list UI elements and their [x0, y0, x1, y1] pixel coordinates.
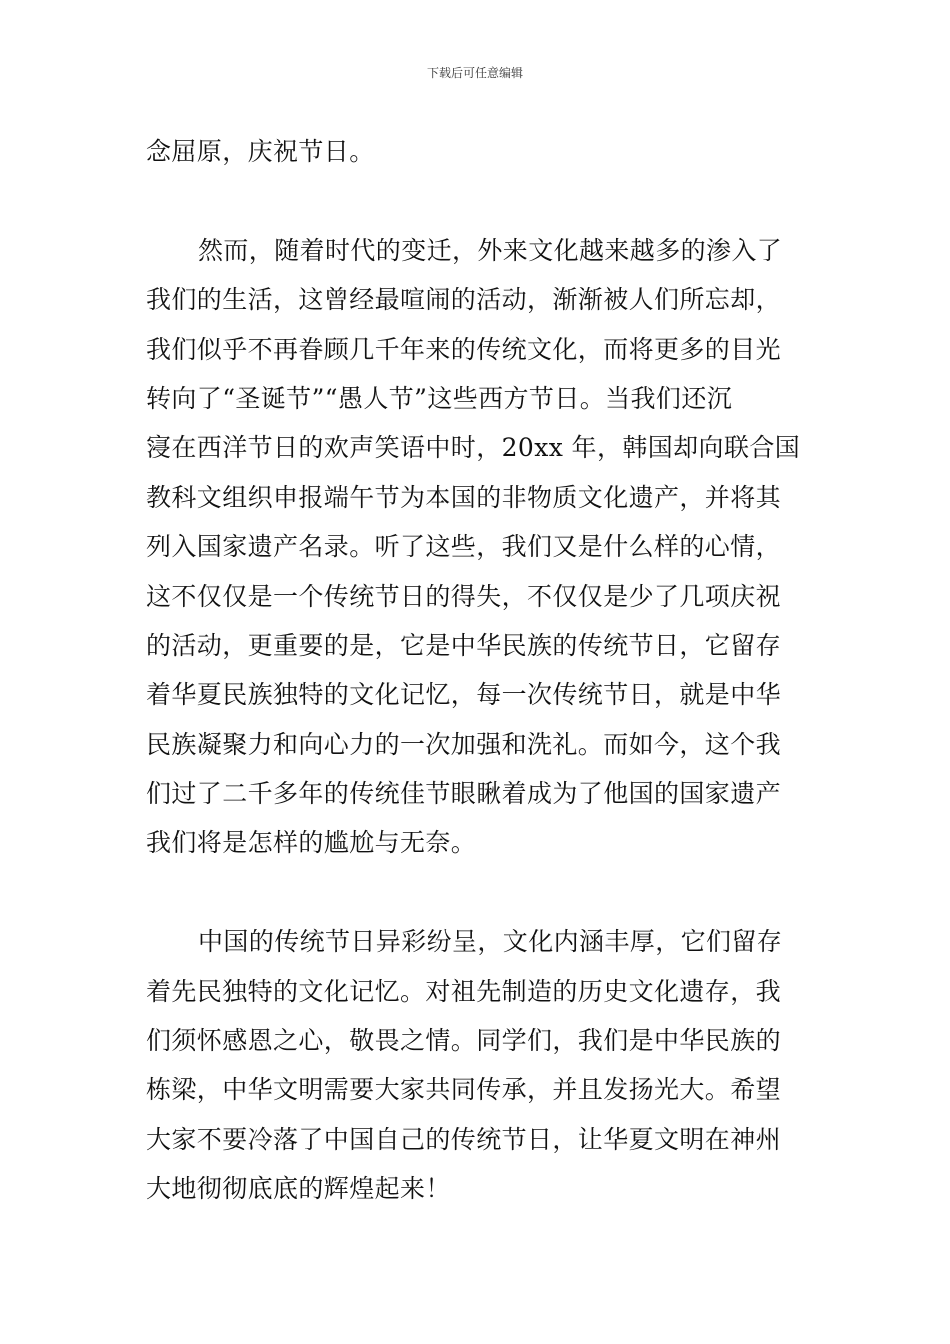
- text-line: 的活动，更重要的是，它是中华民族的传统节日，它留存: [146, 630, 782, 660]
- text-line: 民族凝聚力和向心力的一次加强和洗礼。而如今，这个我: [146, 729, 782, 759]
- text-line: 念屈原，庆祝节日。: [146, 137, 375, 166]
- paragraph-gap: [146, 868, 806, 917]
- text-line: 列入国家遗产名录。听了这些，我们又是什么样的心情，: [146, 532, 782, 562]
- text-line: 大家不要冷落了中国自己的传统节日，让华夏文明在神州: [146, 1124, 782, 1154]
- paragraph-gap: [146, 176, 806, 225]
- text-line: 们过了二千多年的传统佳节眼瞅着成为了他国的国家遗产: [146, 779, 782, 809]
- text-line: 栋梁，中华文明需要大家共同传承，并且发扬光大。希望: [146, 1075, 782, 1105]
- text-line: 我们似乎不再眷顾几千年来的传统文化，而将更多的目光: [146, 334, 782, 364]
- text-line: 转向了“圣诞节”“愚人节”这些西方节日。当我们还沉: [146, 383, 733, 413]
- text-line: 大地彻彻底底的辉煌起来！: [146, 1174, 451, 1204]
- text-line: 教科文组织申报端午节为本国的非物质文化遗产，并将其: [146, 482, 782, 512]
- paragraph: [146, 917, 806, 1213]
- text-line: 们须怀感恩之心，敬畏之情。同学们，我们是中华民族的: [146, 1026, 782, 1056]
- text-line: 然而，随着时代的变迁，外来文化越来越多的渗入了: [198, 235, 783, 265]
- text-line: 我们的生活，这曾经最喧闹的活动，渐渐被人们所忘却，: [146, 285, 782, 315]
- document-body: [146, 127, 806, 1214]
- text-line: 我们将是怎样的尴尬与无奈。: [146, 828, 477, 858]
- text-line: 中国的传统节日异彩纷呈，文化内涵丰厚，它们留存: [198, 927, 783, 957]
- paragraph: [146, 127, 806, 176]
- text-line: 着华夏民族独特的文化记忆，每一次传统节日，就是中华: [146, 680, 782, 710]
- text-line: 着先民独特的文化记忆。对祖先制造的历史文化遗存，我: [146, 976, 782, 1006]
- page-header: 下载后可任意编辑: [426, 66, 523, 80]
- text-line: 寖在西洋节日的欢声笑语中时，20xx 年，韩国却向联合国: [146, 433, 801, 463]
- paragraph: [146, 226, 806, 868]
- text-line: 这不仅仅是一个传统节日的得失，不仅仅是少了几项庆祝: [146, 581, 782, 611]
